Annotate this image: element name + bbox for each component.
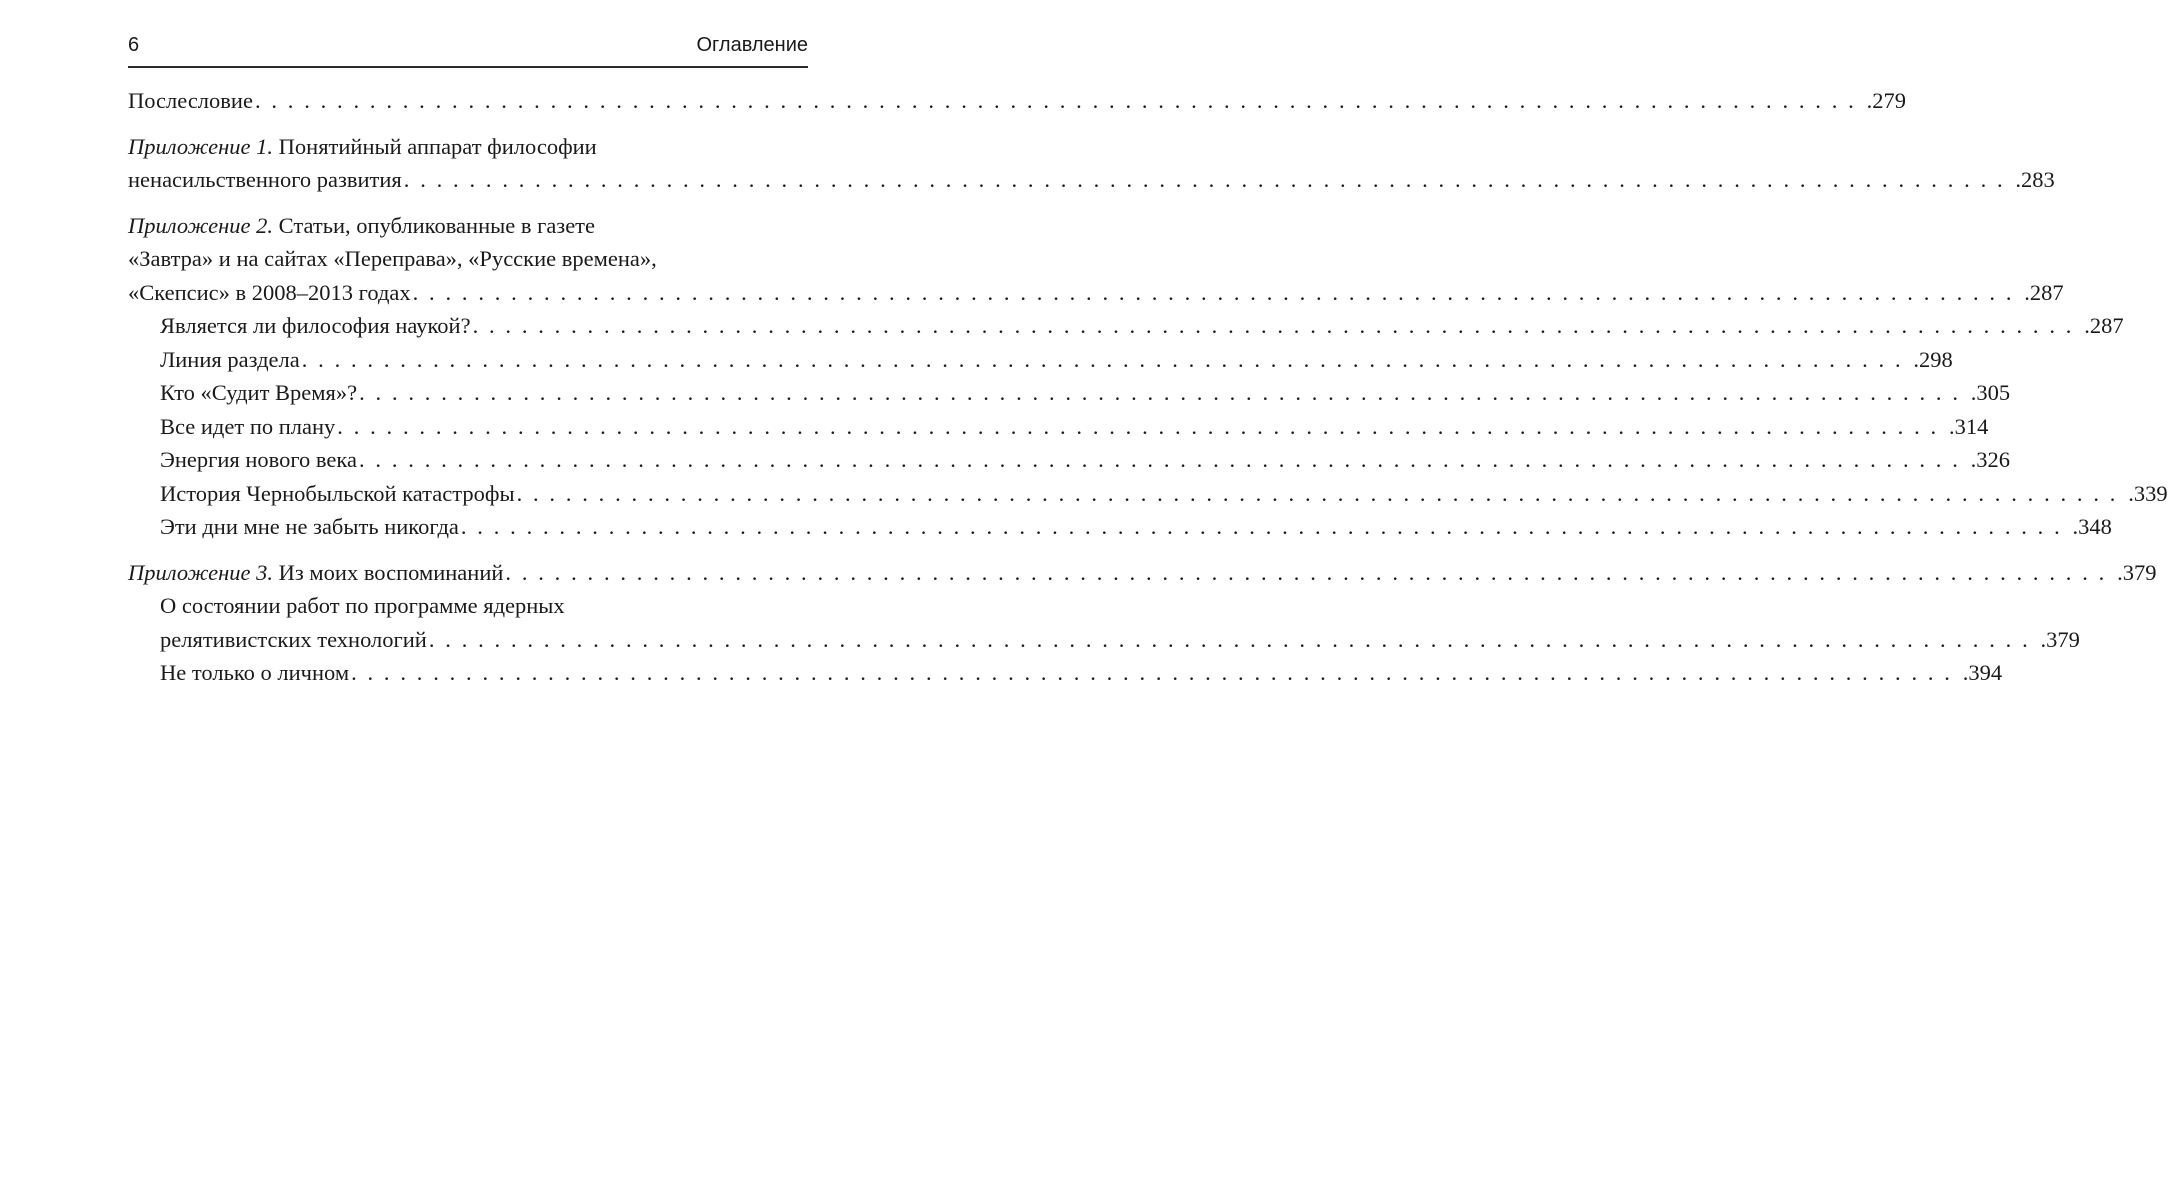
toc-entry-title-continued: «Завтра» и на сайтах «Переправа», «Русские времена», [128, 246, 657, 271]
toc-page-number: .379 [2040, 626, 2080, 652]
toc-entry-title-continued: ненасильственного развития [128, 167, 402, 192]
header-rule [128, 66, 808, 68]
dot-leader: .................................................................................................. [428, 626, 2039, 652]
toc-entry-title: Статьи, опубликованные в газете [273, 212, 596, 238]
toc-entry-afterword[interactable] [128, 84, 1906, 118]
toc-entry-title: Понятийный аппарат философии [273, 133, 597, 159]
dot-leader: .................................................................................................. [359, 380, 1969, 405]
toc-page-number: .279 [1866, 88, 1906, 113]
toc-entry-appendix-3[interactable] [128, 556, 2157, 590]
toc-page-number: .326 [1970, 447, 2011, 472]
page-number: 6 [128, 34, 140, 56]
section-title: Оглавление [696, 34, 808, 56]
dot-leader: .................................................................................................. [460, 514, 2071, 539]
dot-leader: .................................................................................................. [254, 88, 1865, 113]
toc-entry-title: Является ли философия наукой? [160, 313, 471, 338]
dot-leader: .................................................................................................. [412, 279, 2023, 305]
table-of-contents [128, 84, 2168, 690]
toc-entry-title: Послесловие [128, 88, 253, 113]
toc-page-number: .379 [2117, 559, 2157, 585]
toc-page-number: .394 [1962, 660, 2003, 685]
dot-leader: .................................................................................................. [359, 447, 1969, 472]
toc-page-number: .287 [2024, 279, 2064, 305]
toc-entry-title-continued: релятивистских технологий [160, 626, 427, 652]
toc-entry-title: Кто «Судит Время»? [160, 380, 358, 405]
toc-page-number: .305 [1970, 380, 2011, 405]
toc-subentry[interactable] [128, 443, 2011, 477]
toc-entry-label: Приложение 2. [128, 212, 274, 238]
toc-entry-title: История Чернобыльской катастрофы [160, 480, 515, 506]
toc-page-number: .348 [2072, 514, 2112, 539]
toc-subentry[interactable] [128, 510, 2112, 544]
toc-entry-appendix-2[interactable] [128, 209, 2064, 310]
toc-entry-appendix-1[interactable] [128, 130, 2055, 197]
toc-entry-title: Эти дни мне не забыть никогда [160, 514, 459, 539]
toc-subentry[interactable] [128, 309, 2124, 343]
toc-entry-title: Линия раздела [160, 346, 300, 372]
dot-leader: .................................................................................................. [301, 346, 1912, 372]
toc-page-number: .283 [2015, 167, 2055, 192]
toc-subentry[interactable] [128, 410, 1989, 444]
running-head [128, 30, 808, 60]
toc-subentry[interactable] [128, 589, 2080, 656]
toc-entry-title: Из моих воспоминаний [273, 559, 504, 585]
dot-leader: .................................................................................................. [403, 167, 2014, 192]
toc-subentry[interactable] [128, 656, 2003, 690]
toc-entry-title: О состоянии работ по программе ядерных [160, 593, 565, 618]
toc-entry-label: Приложение 1. [128, 133, 274, 159]
toc-entry-title-continued: «Скепсис» в 2008–2013 годах [128, 279, 411, 305]
dot-leader: .................................................................................................. [337, 413, 1947, 439]
toc-page-number: .287 [2084, 313, 2124, 338]
dot-leader: .................................................................................................. [472, 313, 2083, 338]
toc-page-number: .298 [1913, 346, 1953, 372]
dot-leader: .................................................................................................. [516, 480, 2127, 506]
toc-subentry[interactable] [128, 343, 1953, 377]
toc-entry-title: Энергия нового века [160, 447, 357, 472]
toc-entry-title: Не только о личном [160, 660, 350, 685]
toc-entry-title: Все идет по плану [160, 413, 336, 439]
dot-leader: .................................................................................................. [351, 660, 1961, 685]
toc-entry-label: Приложение 3. [128, 559, 274, 585]
toc-subentry[interactable] [128, 477, 2168, 511]
toc-page-number: .339 [2128, 480, 2168, 506]
dot-leader: .................................................................................................. [505, 559, 2116, 585]
toc-subentry[interactable] [128, 376, 2011, 410]
toc-page-number: .314 [1948, 413, 1989, 439]
